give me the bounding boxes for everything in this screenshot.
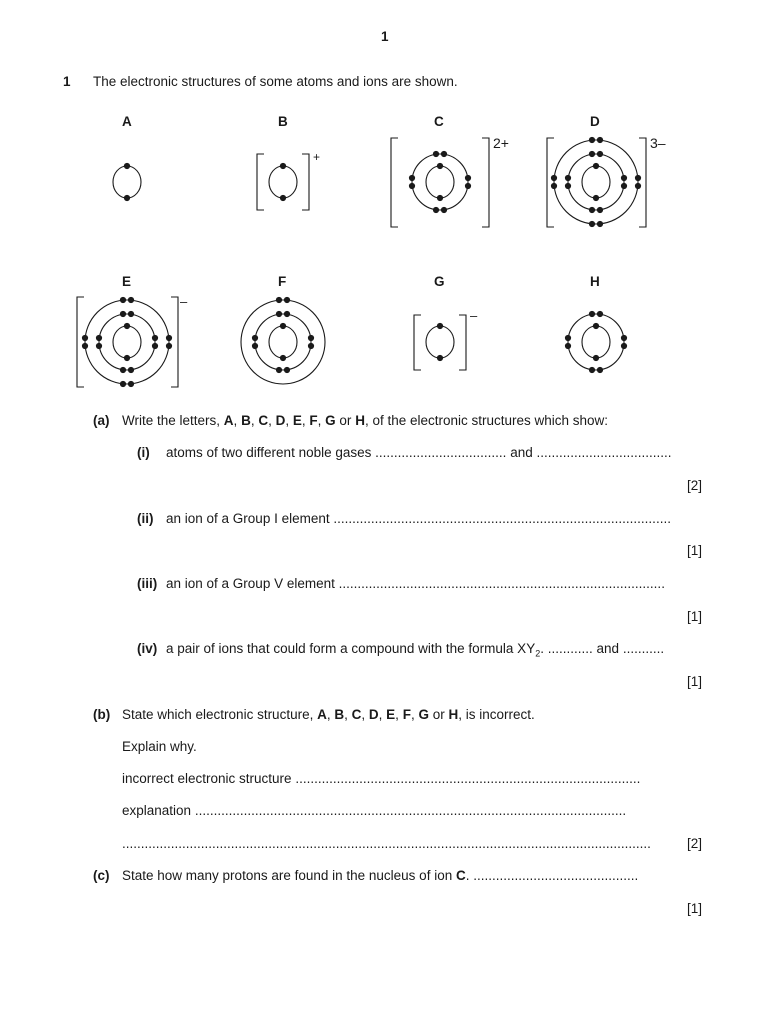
bracket-left-D [547, 138, 554, 227]
shell-H [568, 314, 624, 370]
letter-G: G [325, 413, 336, 428]
electron-A [124, 163, 130, 169]
electron-D [597, 207, 603, 213]
electron-D [597, 137, 603, 143]
electron-E [152, 335, 158, 341]
letter-E: E [292, 413, 302, 428]
part-c-text: State how many protons are found in the nucleus of ion C. ............................................ [122, 868, 639, 883]
electron-D [593, 195, 599, 201]
bracket-right-B [302, 154, 309, 210]
electron-D [597, 221, 603, 227]
electron-H [565, 335, 571, 341]
part-b-label: (b) [93, 707, 111, 722]
electron-E [166, 335, 172, 341]
part-a-iv-label: (iv) [137, 641, 158, 656]
marks-a-i: [2] [686, 478, 702, 493]
page-number: 1 [381, 29, 389, 44]
shell-D [568, 154, 624, 210]
letter-C: C [258, 413, 269, 428]
answer-line[interactable]: .................................... [536, 445, 672, 460]
electron-D [589, 221, 595, 227]
part-a-text: Write the letters, A, B, C, D, E, F, G or H, of the electronic structures which show: [122, 413, 609, 428]
answer-line[interactable]: ................................................................................................................... [194, 803, 627, 818]
electron-D [589, 151, 595, 157]
electron-D [565, 175, 571, 181]
bracket-left-B [257, 154, 264, 210]
electron-E [120, 367, 126, 373]
bracket-left-G [414, 315, 421, 370]
electron-F [284, 311, 290, 317]
bracket-right-G [459, 315, 466, 370]
electron-B [280, 195, 286, 201]
label-G: G [434, 274, 445, 289]
part-a-iv-text: a pair of ions that could form a compound with the formula $XY_2$. ............ and ........... [166, 641, 665, 659]
electron-E [166, 343, 172, 349]
electron-D [551, 183, 557, 189]
electron-F [276, 297, 282, 303]
marks-c: [1] [686, 901, 702, 916]
letter-G: G [418, 707, 429, 722]
electron-E [120, 297, 126, 303]
electron-H [589, 367, 595, 373]
label-E: E [122, 274, 132, 289]
shell-C [426, 166, 454, 198]
shell-E [99, 314, 155, 370]
part-b-text: State which electronic structure, A, B, C, D, E, F, G or H, is incorrect. [122, 707, 535, 722]
letter-A: A [317, 707, 327, 722]
electron-F [252, 335, 258, 341]
charge-G: – [470, 308, 478, 323]
electron-F [284, 367, 290, 373]
electron-E [152, 343, 158, 349]
bracket-right-E [171, 297, 178, 387]
electron-C [437, 195, 443, 201]
answer-line[interactable]: ........... [622, 641, 665, 656]
answer-line[interactable]: ............................................................................................................................................. [122, 836, 651, 851]
part-a-i-label: (i) [137, 445, 150, 460]
electron-B [280, 163, 286, 169]
electron-D [621, 183, 627, 189]
shell-B [269, 166, 297, 198]
shell-F [269, 326, 297, 358]
electron-F [308, 343, 314, 349]
electron-E [128, 381, 134, 387]
electron-C [441, 151, 447, 157]
part-a-ii-text: an ion of a Group I element .......................................................................................... [166, 511, 671, 526]
electron-E [120, 381, 126, 387]
letter-E: E [386, 707, 396, 722]
letter-B: B [334, 707, 345, 722]
shell-D [554, 140, 638, 224]
answer-line[interactable]: ................................... [375, 445, 507, 460]
electron-F [280, 323, 286, 329]
letter-H: H [355, 413, 365, 428]
shell-G [426, 326, 454, 358]
electron-H [597, 367, 603, 373]
electron-C [433, 207, 439, 213]
part-a-iii-text: an ion of a Group V element ....................................................................................... [166, 576, 665, 591]
label-D: D [590, 114, 600, 129]
part-a-label: (a) [93, 413, 110, 428]
letter-H: H [448, 707, 459, 722]
electron-H [589, 311, 595, 317]
marks-a-iii: [1] [686, 609, 702, 624]
electron-H [621, 343, 627, 349]
answer-line[interactable]: .......................................................................................... [333, 511, 671, 526]
bracket-right-D [639, 138, 646, 227]
letter-D: D [275, 413, 286, 428]
electron-C [409, 175, 415, 181]
electron-D [589, 207, 595, 213]
electron-D [551, 175, 557, 181]
electron-H [593, 323, 599, 329]
shell-F [255, 314, 311, 370]
electron-E [96, 343, 102, 349]
electron-F [252, 343, 258, 349]
shell-E [85, 300, 169, 384]
electron-C [465, 183, 471, 189]
electron-E [96, 335, 102, 341]
electron-H [621, 335, 627, 341]
electron-D [565, 183, 571, 189]
shell-C [412, 154, 468, 210]
electron-C [409, 183, 415, 189]
answer-line[interactable]: ............ [547, 641, 593, 656]
bracket-right-C [482, 138, 489, 227]
bracket-left-C [391, 138, 398, 227]
label-F: F [278, 274, 287, 289]
electron-C [437, 163, 443, 169]
answer-line[interactable]: ............................................................................................ [295, 771, 641, 786]
label-A: A [122, 114, 132, 129]
electron-H [565, 343, 571, 349]
charge-B: + [313, 150, 321, 164]
electron-H [597, 311, 603, 317]
charge-E: – [180, 294, 188, 309]
part-a-ii-label: (ii) [137, 511, 154, 526]
electron-F [276, 367, 282, 373]
letter-F: F [402, 707, 411, 722]
electron-D [635, 175, 641, 181]
electron-E [128, 297, 134, 303]
part-b-explain: Explain why. [122, 739, 197, 754]
letter-B: B [241, 413, 251, 428]
charge-C: 2+ [493, 135, 509, 151]
shell-F [241, 300, 325, 384]
electron-A [124, 195, 130, 201]
electron-E [128, 367, 134, 373]
electron-D [635, 183, 641, 189]
answer-line[interactable]: ............................................ [473, 868, 639, 883]
letter-F: F [309, 413, 318, 428]
electron-G [437, 355, 443, 361]
electron-E [124, 323, 130, 329]
electron-E [128, 311, 134, 317]
label-B: B [278, 114, 288, 129]
electronic-structures-figure [0, 0, 768, 420]
electron-F [276, 311, 282, 317]
electron-C [433, 151, 439, 157]
marks-b: [2] [686, 836, 702, 851]
part-a-i-text: atoms of two different noble gases ................................... and .................................... [166, 445, 672, 460]
shell-E [113, 326, 141, 358]
marks-a-iv: [1] [686, 674, 702, 689]
electron-G [437, 323, 443, 329]
part-c-label: (c) [93, 868, 110, 883]
question-stem: The electronic structures of some atoms and ions are shown. [93, 74, 458, 89]
electron-D [593, 163, 599, 169]
electron-D [621, 175, 627, 181]
electron-C [441, 207, 447, 213]
marks-a-ii: [1] [686, 543, 702, 558]
electron-D [597, 151, 603, 157]
shell-H [582, 326, 610, 358]
electron-H [593, 355, 599, 361]
electron-E [82, 335, 88, 341]
label-C: C [434, 114, 444, 129]
shell-D [582, 166, 610, 198]
part-b-line1: incorrect electronic structure ............................................................................................ [122, 771, 641, 786]
electron-E [124, 355, 130, 361]
shell-A [113, 166, 141, 198]
electron-E [82, 343, 88, 349]
answer-line[interactable]: ....................................................................................... [338, 576, 665, 591]
electron-F [280, 355, 286, 361]
bracket-left-E [77, 297, 84, 387]
letter-D: D [368, 707, 379, 722]
charge-D: 3– [650, 135, 666, 151]
letter-C: C [351, 707, 362, 722]
electron-D [589, 137, 595, 143]
electron-E [120, 311, 126, 317]
label-H: H [590, 274, 600, 289]
electron-C [465, 175, 471, 181]
question-number: 1 [63, 74, 71, 89]
letter-A: A [223, 413, 234, 428]
electron-F [308, 335, 314, 341]
part-b-line2: explanation ................................................................................................................... [122, 803, 627, 818]
electron-F [284, 297, 290, 303]
part-a-iii-label: (iii) [137, 576, 158, 591]
